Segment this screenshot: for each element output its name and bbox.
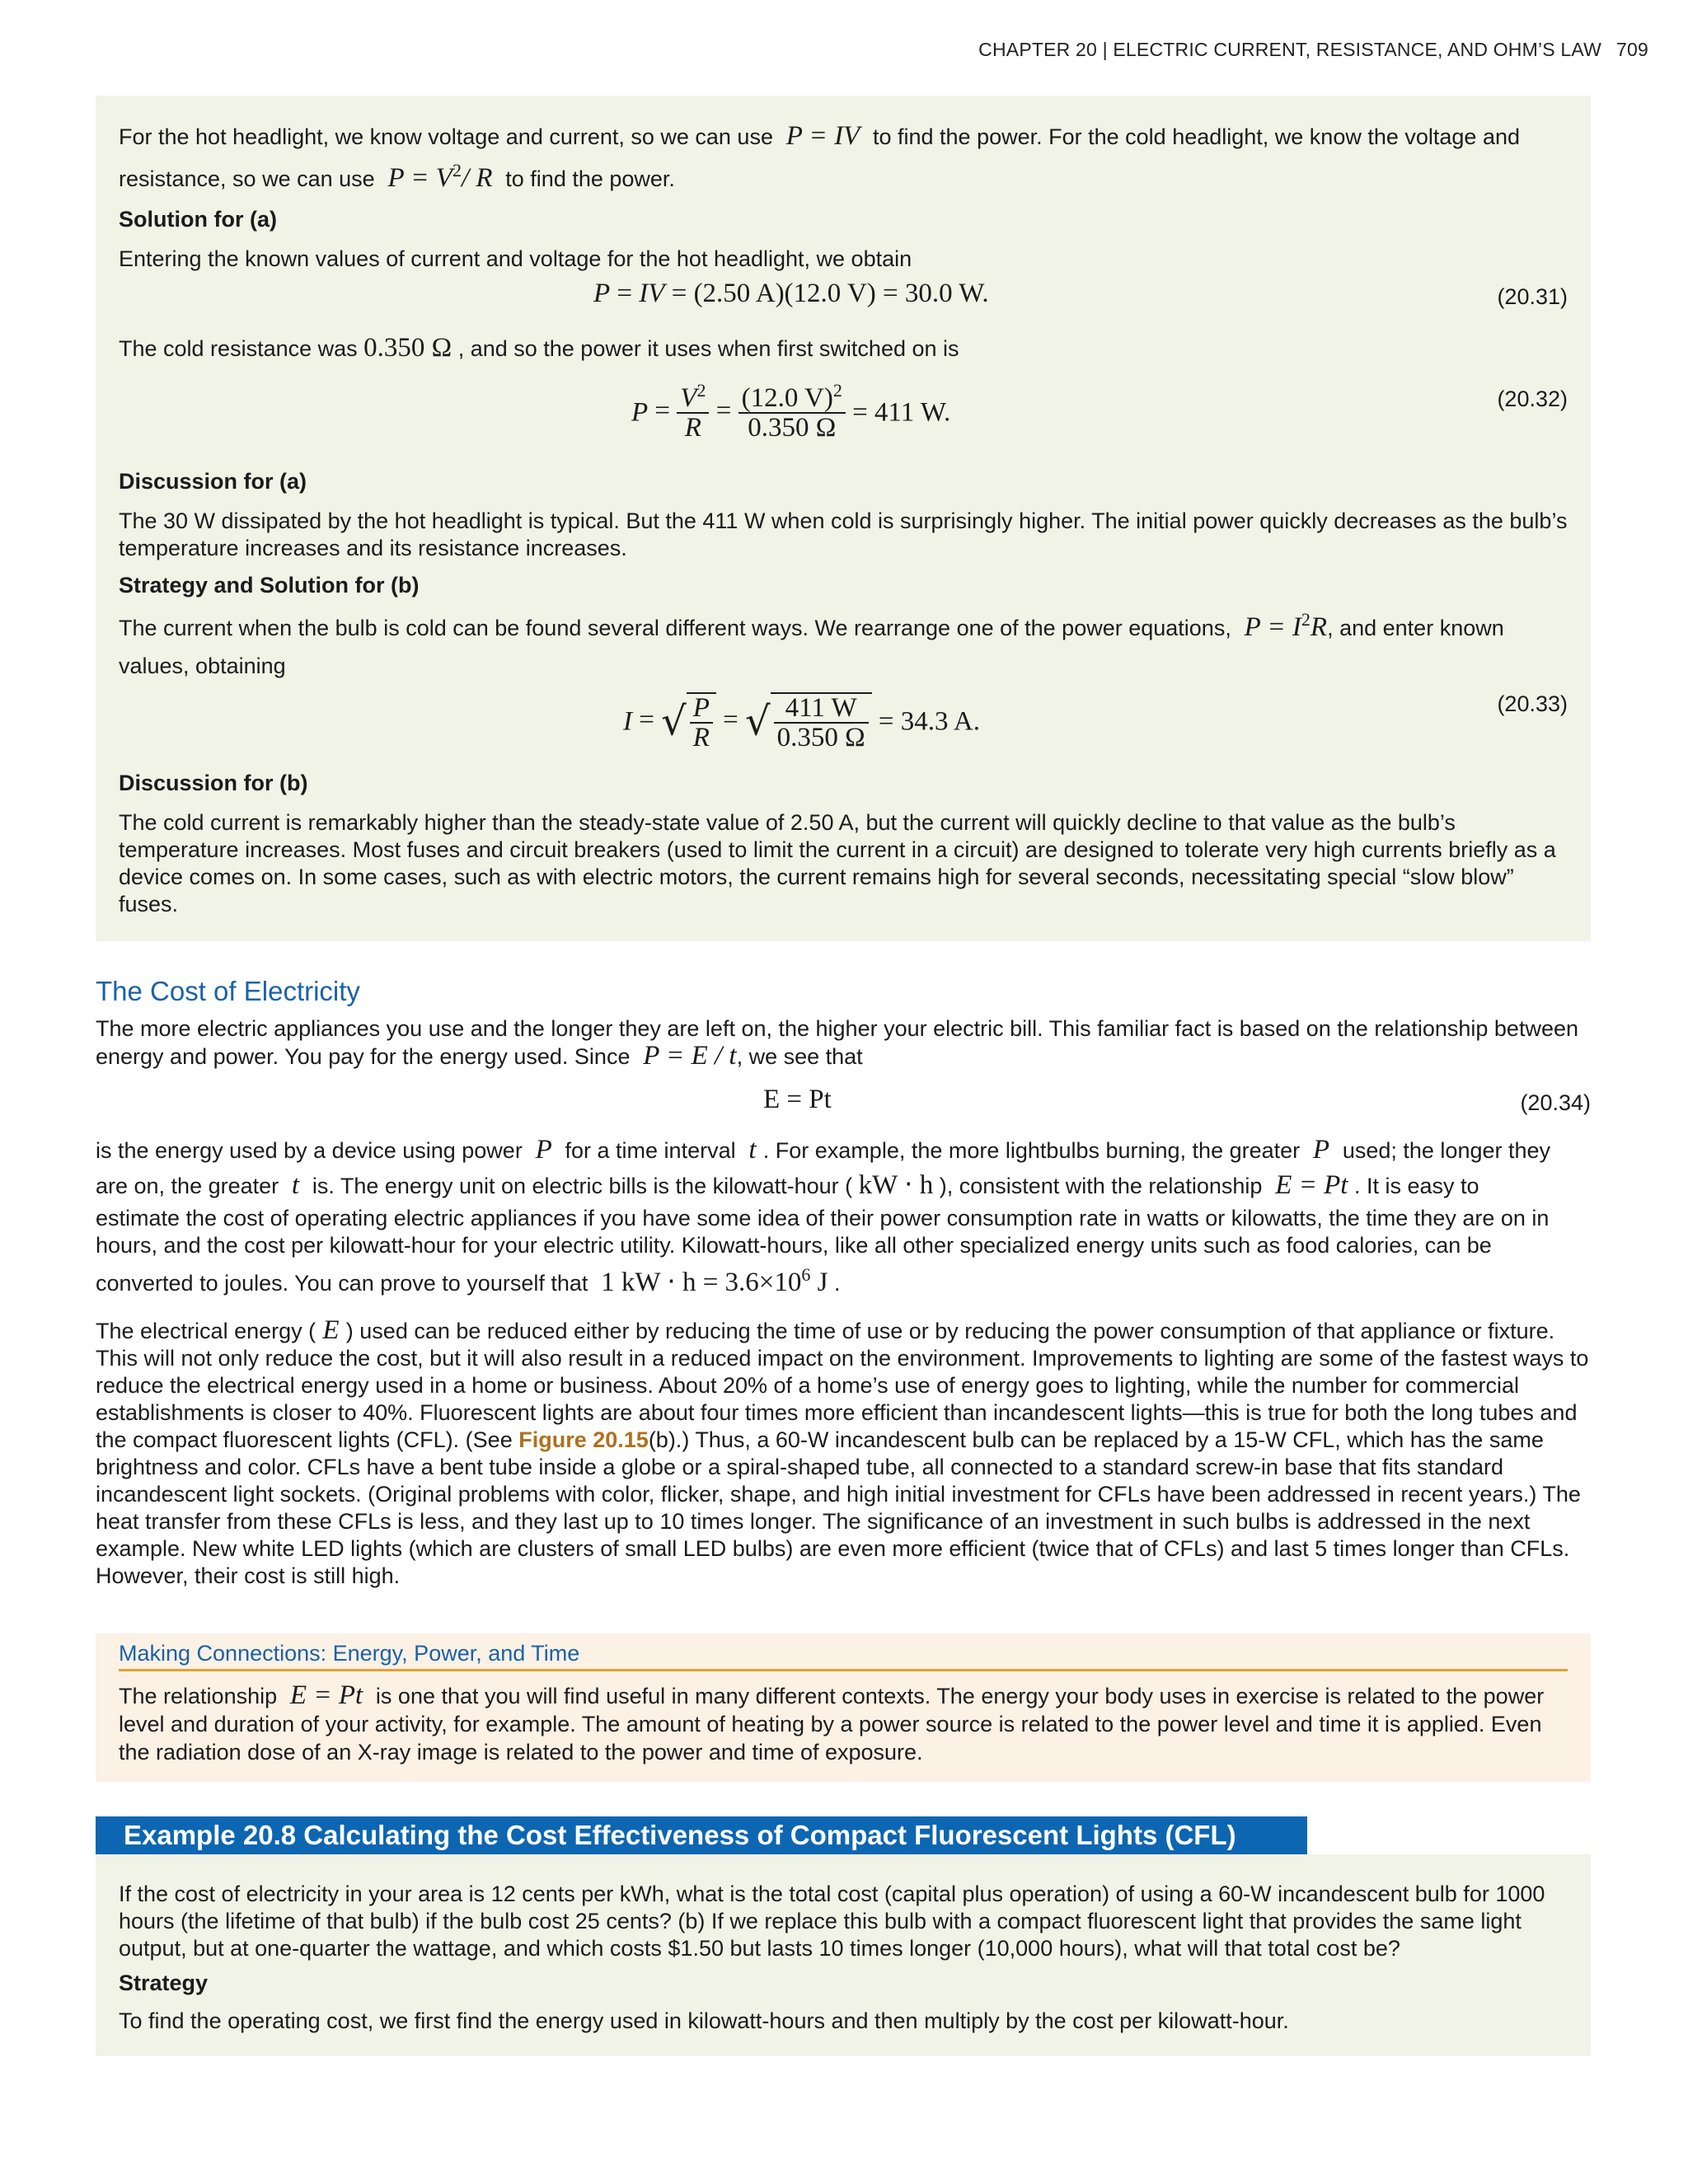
discussion-a-heading: Discussion for (a) <box>119 469 307 494</box>
figure-link[interactable]: Figure 20.15 <box>518 1427 649 1452</box>
example-box <box>96 1854 1591 2056</box>
fraction-numeric: $\frac{(12.0 V)^2}{0.350 \Omega}$ <box>738 384 846 442</box>
making-connections-box <box>96 1633 1591 1782</box>
section-paragraph-2-end: converted to joules. You can prove to yourself that 1 kW ⋅ $h = 3.6\times 10^6$ J . <box>96 1264 841 1297</box>
strategy-b-text: The current when the bulb is cold can be found several different ways. We rearrange one of the power equations, $P = I^2R$, and enter known values, obtaining <box>119 609 1504 678</box>
strategy-text: To find the operating cost, we first find the energy used in kilowatt-hours and then multiply by the cost per kilowatt-hour. <box>119 2008 1289 2033</box>
example-title-bar <box>96 1816 1591 1857</box>
discussion-a-text: The 30 W dissipated by the hot headlight is typical. But the 411 W when cold is surprisingly higher. The initial power quickly decreases as the bulb’s temperature increases and its resistance increases. <box>119 509 1568 560</box>
example-title: Example 20.8 Calculating the Cost Effectiveness of Compact Fluorescent Lights (CFL) <box>96 1816 1307 1854</box>
equation-20-33: I = √ $\frac{P}{R}$ = √ $\frac{411 W}{0.350 \Omega}$ = 34.3 A. <box>623 693 981 752</box>
equation-20-34: E = Pt <box>763 1085 832 1114</box>
example-question: If the cost of electricity in your area is 12 cents per kWh, what is the total cost (capital plus operation) of using a 60-W incandescent bulb for 1000 hours (the lifetime of that bulb) if the bulb cost 25 cents? (b) If we replace this bulb with a compact fluorescent light that provides the same light output, but at one-quarter the wattage, and which costs $1.50 but lasts 10 times longer (10,000 hours), what will that total cost be? <box>119 1882 1545 1961</box>
strategy-b-heading: Strategy and Solution for (b) <box>119 573 420 598</box>
fraction-v2-over-r: $\frac{V^2}{R}$ <box>677 384 709 442</box>
discussion-b-text: The cold current is remarkably higher than the steady-state value of 2.50 A, but the current will quickly decline to that value as the bulb’s temperature increases. Most fuses and circuit breakers (used to limit the current in a circuit) are designed to tolerate very high currents briefly as a device comes on. In some cases, such as with electric motors, the current remains high for several seconds, necessitating special “slow blow” fuses. <box>119 810 1556 916</box>
solution-a-text: Entering the known values of current and voltage for the hot headlight, we obtain <box>119 246 912 271</box>
section-paragraph-2: is the energy used by a device using power P for a time interval t . For example, the more lightbulbs burning, the greater P used; the longer they are on, the greater t is. The energy unit on electric bills is the kilowatt-hour ( kW ⋅ h ), consistent with the relationship E = Pt . It is easy to <box>96 1135 1551 1200</box>
example-solution-box <box>96 96 1591 941</box>
section-paragraph-1: The more electric appliances you use and the longer they are left on, the higher your electric bill. This familiar fact is based on the relationship between energy and power. You pay for the energy used. Since P = E / t, we see that <box>96 1016 1578 1071</box>
running-head-title: CHAPTER 20 | ELECTRIC CURRENT, RESISTANCE, AND OHM’S LAW <box>978 39 1602 60</box>
formula-p-v2r: $P = V^2/$ R <box>381 160 499 193</box>
equation-20-32: P = $\frac{V^2}{R}$ = $\frac{(12.0 V)^2}{0.350 \Omega}$ = 411 W. <box>631 380 951 443</box>
intro-paragraph: For the hot headlight, we know voltage and current, so we can use P = IV to find the power. For the cold headlight, we know the voltage and resistance, so we can use $P = V^2/$ R to find the power. <box>119 121 1520 193</box>
discussion-b-heading: Discussion for (b) <box>119 771 308 795</box>
making-connections-title: Making Connections: Energy, Power, and Time <box>119 1640 1568 1671</box>
equation-20-31: P = IV = (2.50 A)(12.0 V) = 30.0 W. <box>593 279 989 308</box>
making-connections-text: The relationship E = Pt is one that you will find useful in many different contexts. The energy your body uses in exercise is related to the power level and duration of your activity, for example. The amount of heating by a power source is related to the power level and time it is applied. Even the radiation dose of an X-ray image is related to the power and time of exposure. <box>119 1680 1545 1765</box>
formula-p-iv: P = IV <box>779 121 867 151</box>
running-head <box>978 36 1648 63</box>
section-paragraph-2-cont: estimate the cost of operating electric appliances if you have some idea of their power consumption rate in watts or kilowatts, the time they are on in hours, and the cost per kilowatt-hour for your electric utility. Kilowatt-hours, like all other specialized energy units such as food calories, can be <box>96 1206 1550 1258</box>
cold-resistance-text: The cold resistance was 0.350 Ω , and so the power it uses when first switched on is <box>119 333 959 363</box>
formula-p-i2r: $P = I^2R$ <box>1237 609 1328 642</box>
solution-a-heading: Solution for (a) <box>119 207 277 232</box>
formula-p-e-over-t: P = E / t <box>635 1041 737 1071</box>
section-paragraph-3: The electrical energy ( E ) used can be reduced either by reducing the time of use or by reducing the power consumption of that appliance or fixture. This will not only reduce the cost, but it will also result in a reduced impact on the environment. Improvements to lighting are some of the fastest ways to reduce the electrical energy used in a home or business. About 20% of a home’s use of energy goes to lighting, while the number for commercial establishments is closer to 40%. Fluorescent lights are about four times more efficient than incandescent lights—this is true for both the long tubes and the compact fluorescent lights (CFL). (See Figure 20.15(b).) Thus, a 60-W incandescent bulb can be replaced by a 15-W CFL, which has the same brightness and color. CFLs have a bent tube inside a globe or a spiral-shaped tube, all connected to a standard screw-in base that fits standard incandescent light sockets. (Original problems with color, flicker, shape, and high initial investment for CFLs have been addressed in recent years.) The heat transfer from these CFLs is less, and they last up to 10 times longer. The significance of an investment in such bulbs is addressed in the next example. New white LED lights (which are clusters of small LED bulbs) are even more efficient (twice that of CFLs) and last 5 times longer than CFLs. However, their cost is still high. <box>96 1315 1589 1588</box>
equation-number-20-31: (20.31) <box>1497 284 1568 309</box>
equation-number-20-33: (20.33) <box>1497 691 1568 716</box>
strategy-heading: Strategy <box>119 1971 209 1995</box>
page-number: 709 <box>1616 39 1648 60</box>
equation-number-20-34: (20.34) <box>1520 1090 1591 1115</box>
cold-resistance-value: 0.350 Ω <box>363 333 452 363</box>
equation-number-20-32: (20.32) <box>1497 387 1568 411</box>
section-heading: The Cost of Electricity <box>96 976 360 1006</box>
